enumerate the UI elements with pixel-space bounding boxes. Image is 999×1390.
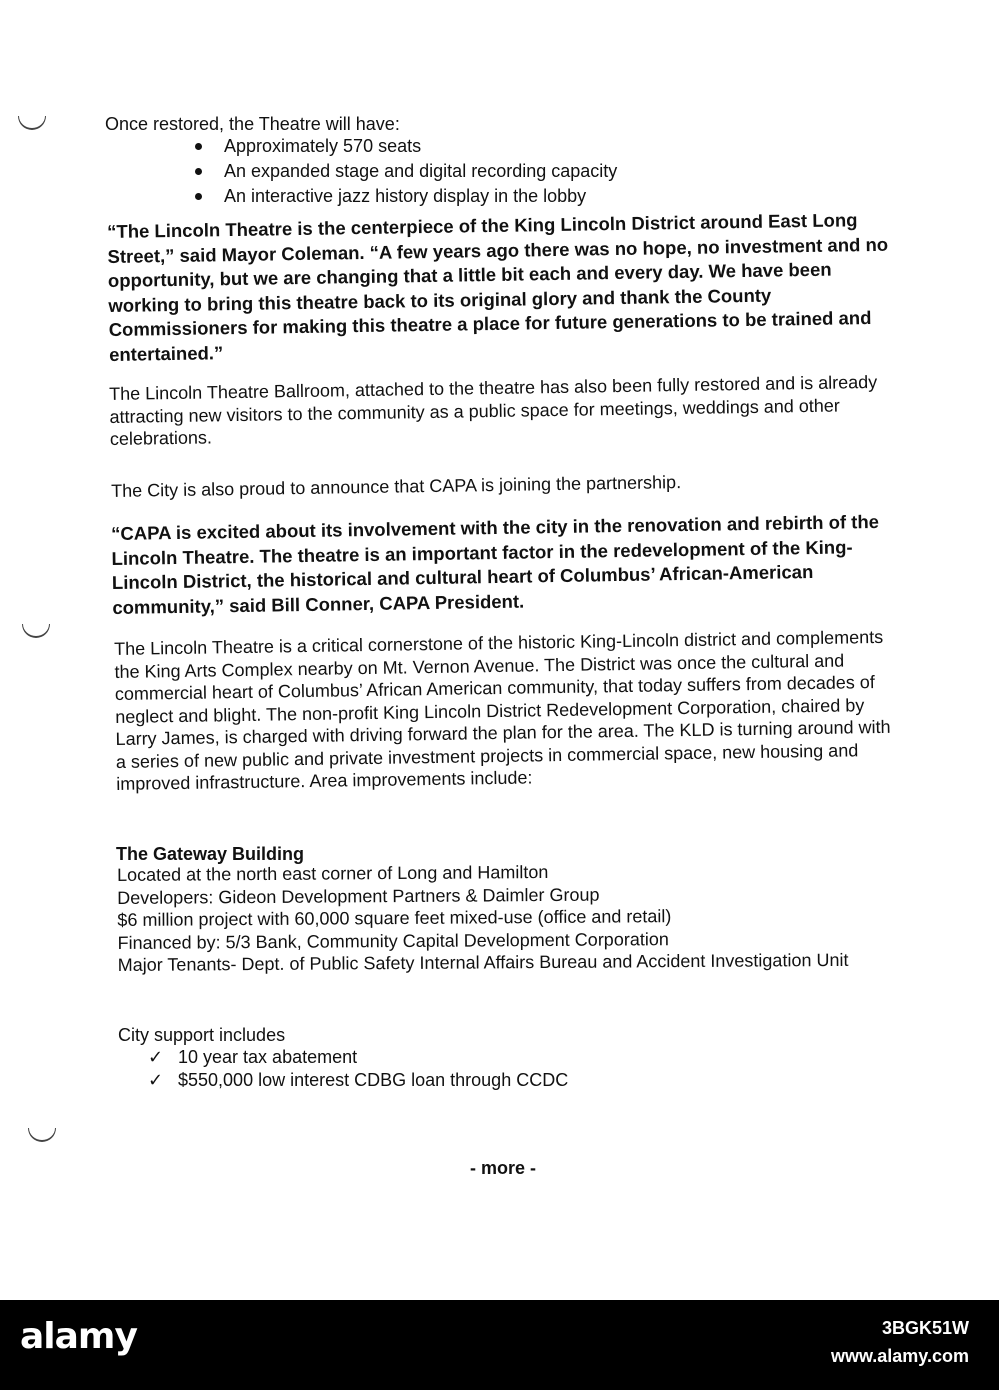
feature-list bbox=[195, 134, 617, 209]
support-heading: City support includes bbox=[118, 1025, 286, 1045]
bullet-icon bbox=[195, 143, 202, 150]
gateway-line: $6 million project with 60,000 square feet mixed-use (office and retail) bbox=[117, 906, 672, 930]
bullet-icon bbox=[195, 168, 202, 175]
district-paragraph: The Lincoln Theatre is a critical cornerstone of the historic King-Lincoln district and complements the King Arts Complex nearby on Mt. Vernon Avenue. The District was once the cultural and commercial heart of Columbus’ African American community, that today suffers from decades of neglect and blight. The non-profit King Lincoln District Redevelopment Corporation, chaired by Larry James, is charged with driving forward the plan for the area. The KLD is turning around with a series of new public and private investment projects in commercial space, new housing and improved infrastructure. Area improvements include: bbox=[114, 626, 891, 794]
more-indicator: - more - bbox=[470, 1158, 537, 1178]
binder-hole-mark bbox=[18, 116, 46, 130]
checkmark-icon: ✓ bbox=[148, 1047, 164, 1067]
gateway-line: Developers: Gideon Development Partners & Daimler Group bbox=[117, 884, 600, 908]
site-url: www.alamy.com bbox=[830, 1346, 969, 1366]
binder-hole-mark bbox=[28, 1128, 56, 1142]
gateway-line: Located at the north east corner of Long and Hamilton bbox=[117, 861, 549, 885]
bullet-icon bbox=[195, 193, 202, 200]
list-item: ✓ 10 year tax abatement bbox=[148, 1047, 358, 1067]
mayor-quote: “The Lincoln Theatre is the centerpiece of the King Lincoln District around East Long Street,” said Mayor Coleman. “A few years ago there was no hope, no investment and no opportunity, but we are changing that a little bit each and every day. We have been working to bring this theatre back to its original glory and thank the County Commissioners for making this theatre a place for future generations to be trained and entertained.” bbox=[107, 209, 889, 365]
image-id: 3BGK51W bbox=[881, 1318, 969, 1338]
gateway-line: Financed by: 5/3 Bank, Community Capital Development Corporation bbox=[117, 928, 669, 953]
support-list bbox=[148, 1046, 568, 1091]
binder-hole-mark bbox=[22, 624, 50, 638]
checkmark-icon: ✓ bbox=[148, 1069, 164, 1090]
list-item: An expanded stage and digital recording capacity bbox=[195, 159, 617, 184]
watermark-bar bbox=[0, 1300, 999, 1390]
gateway-title: The Gateway Building bbox=[116, 844, 305, 864]
ballroom-paragraph: The Lincoln Theatre Ballroom, attached to the theatre has also been fully restored and is already attracting new visitors to the community as a public space for meetings, weddings and other celebrations. bbox=[109, 371, 878, 449]
gateway-details bbox=[117, 859, 898, 977]
intro-text: Once restored, the Theatre will have: bbox=[105, 114, 400, 134]
list-item: An interactive jazz history display in the lobby bbox=[195, 184, 617, 209]
alamy-logo: alamy bbox=[20, 1316, 137, 1357]
list-item: ✓ $550,000 low interest CDBG loan through CCDC bbox=[148, 1069, 569, 1090]
capa-quote: “CAPA is excited about its involvement with the city in the renovation and rebirth of the Lincoln Theatre. The theatre is an important factor in the redevelopment of the King-Lincoln District, the historical and cultural heart of Columbus’ African-American community,” said Bill Conner, CAPA President. bbox=[111, 510, 880, 618]
gateway-line: Major Tenants- Dept. of Public Safety Internal Affairs Bureau and Accident Investigation Unit bbox=[117, 949, 849, 975]
list-item: Approximately 570 seats bbox=[195, 134, 617, 159]
capa-announcement: The City is also proud to announce that CAPA is joining the partnership. bbox=[111, 472, 682, 501]
